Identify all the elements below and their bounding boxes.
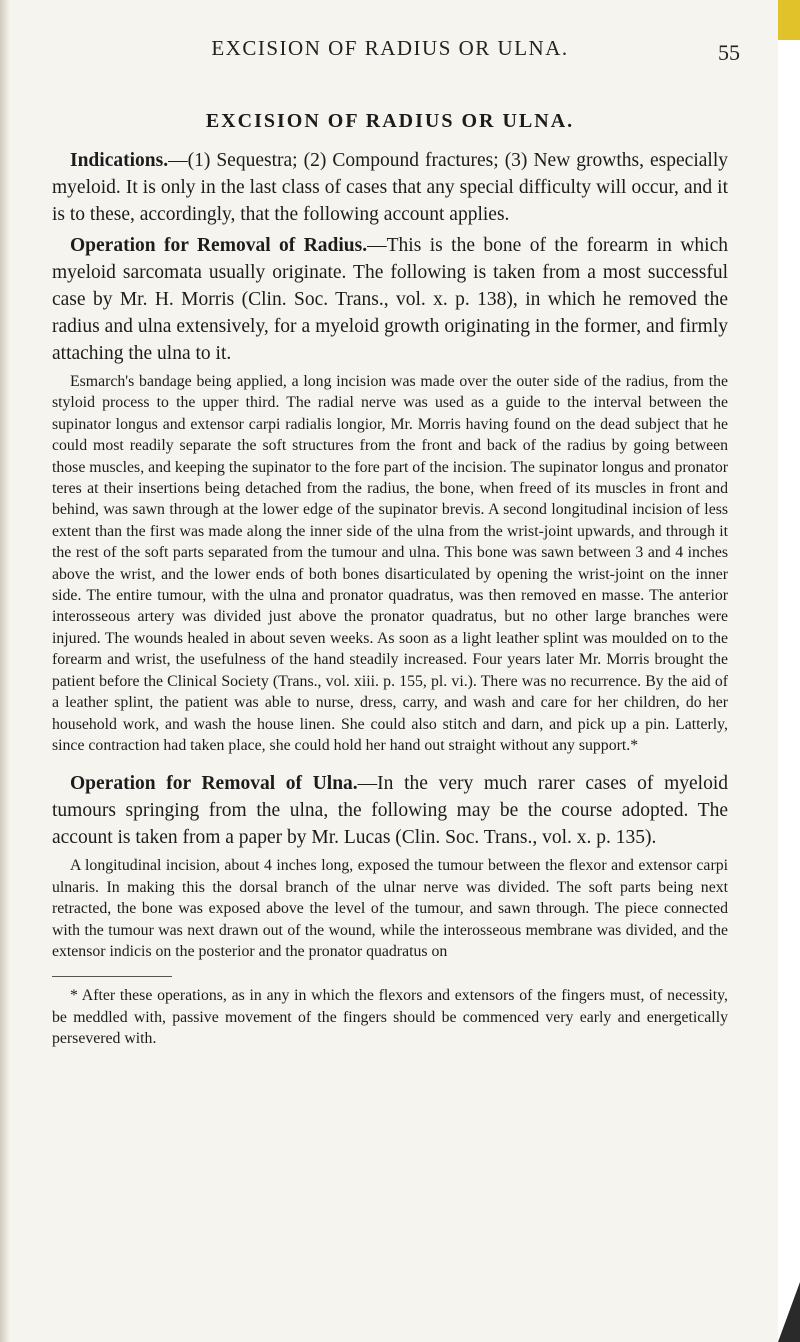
indications-lead: Indications. [70,150,169,171]
radius-operation-paragraph [52,232,728,367]
page-number: 55 [718,40,740,65]
ulna-operation-text: —In the very much rarer cases of myeloid tumours springing from the ulna, the following may be the course adopted. The account is taken from a paper by Mr. Lucas (Clin. Soc. Trans., vol. x. p. 135). [52,773,728,849]
page-header [50,36,760,66]
indications-text: —(1) Sequestra; (2) Compound fractures; (3) New growths, especially myeloid. It is only in the last class of cases that any special difficulty will occur, and it is to these, accordingly, that the following account applies. [52,150,728,225]
page-gutter-shadow [0,0,10,1342]
radius-case-paragraph: Esmarch's bandage being applied, a long incision was made over the outer side of the radius, from the styloid process to the upper third. The radial nerve was used as a guide to the interval between the supinator longus and extensor carpi radialis longior, Mr. Morris having found on the dead subject that he could most readily separate the soft structures from the front and back of the radius by going between those muscles, and keeping the supinator to the fore part of the incision. The supinator longus and pronator teres at their insertions being detached from the radius, the bone, when freed of its muscles in front and behind, was sawn through at the lower edge of the supinator brevis. A second longitudinal incision of less extent than the first was made along the inner side of the ulna from the wrist-joint upwards, and through it the rest of the soft parts separated from the tumour and ulna. This bone was sawn between 3 and 4 inches above the wrist, and the lower ends of both bones disarticulated by opening the wrist-joint on the inner side. The entire tumour, with the ulna and pronator quadratus, was then removed en masse. The anterior interosseous artery was divided just above the pronator quadratus, but no other large branches were injured. The wounds healed in about seven weeks. As soon as a light leather splint was moulded on to the forearm and wrist, the usefulness of the hand steadily increased. Four years later Mr. Morris brought the patient before the Clinical Society (Trans., vol. xiii. p. 155, pl. vi.). There was no recurrence. By the aid of a leather splint, the patient was able to nurse, dress, carry, and wash and care for her children, do her household work, and wash the house linen. She could also stitch and darn, and pick up a pin. Latterly, since contraction had taken place, she could hold her hand out straight without any support.* [52,373,728,754]
ulna-operation-lead: Operation for Removal of Ulna. [70,773,358,795]
running-head: EXCISION OF RADIUS OR ULNA. [211,36,569,60]
indications-paragraph [52,147,728,228]
footnote: * After these operations, as in any in which the flexors and extensors of the fingers must, of necessity, be meddled with, passive movement of the fingers should be commenced very early and energetically persevered with. [52,987,728,1048]
ulna-case-paragraph: A longitudinal incision, about 4 inches long, exposed the tumour between the flexor and extensor carpi ulnaris. In making this the dorsal branch of the ulnar nerve was divided. The soft parts being next retracted, the bone was exposed above the level of the tumour, and sawn through. The piece connected with the tumour was next drawn out of the wound, while the interosseous membrane was divided, and the extensor indicis on the posterior and the pronator quadratus on [52,857,728,960]
footnote-rule [52,976,172,977]
corner-tab-marker [778,0,800,40]
radius-operation-text: —This is the bone of the forearm in which myeloid sarcomata usually originate. The following is taken from a most successful case by Mr. H. Morris (Clin. Soc. Trans., vol. x. p. 138), in which he removed the radius and ulna extensively, for a myeloid growth originating in the former, and firmly attaching the ulna to it. [52,235,729,364]
page-margin-right [778,0,800,1342]
page-corner-mark [778,1282,800,1342]
section-title: EXCISION OF RADIUS OR ULNA. [205,110,575,132]
page-body [52,110,728,1050]
ulna-operation-paragraph [52,770,728,851]
radius-operation-lead: Operation for Removal of Radius. [70,235,368,256]
